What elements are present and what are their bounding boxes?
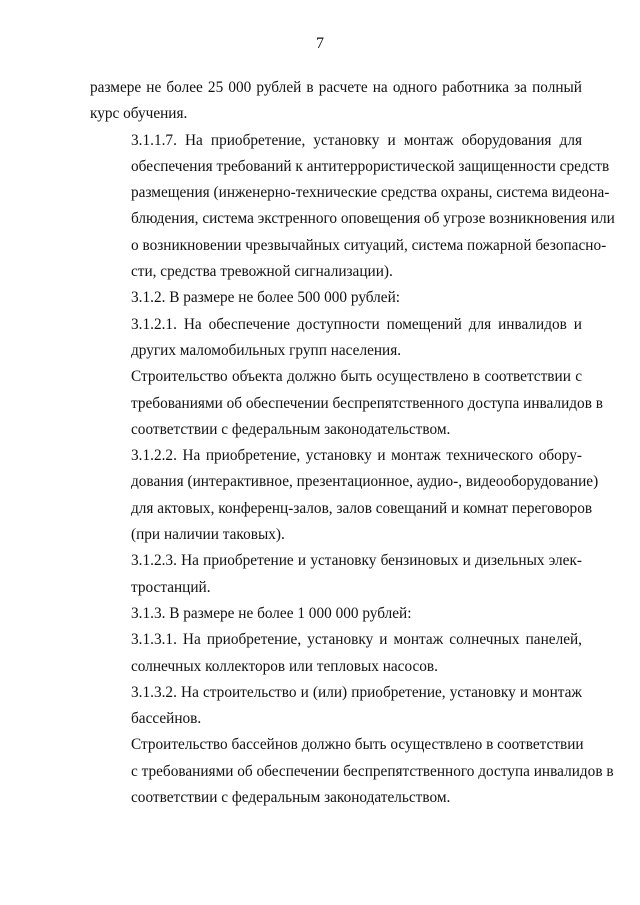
paragraph-3-1-3 [90,601,582,627]
paragraph-line: 3.1.2.2. На приобретение, установку и монтаж технического обору- [131,447,582,465]
paragraph-line: 3.1.2. В размере не более 500 000 рублей: [131,289,401,307]
paragraph-line: соответствии с федеральным законодательством. [131,789,451,807]
paragraph-line: солнечных коллекторов или тепловых насосов. [131,657,438,675]
paragraph-line: 3.1.2.3. На приобретение и установку бензиновых и дизельных элек- [131,552,582,570]
paragraph-line: Строительство бассейнов должно быть осуществлено в соответствии [131,736,584,754]
paragraph-line: требованиями об обеспечении беспрепятственного доступа инвалидов в [131,394,603,412]
paragraph-line: 3.1.3.2. На строительство и (или) приобретение, установку и монтаж [131,683,582,701]
paragraph-line: 3.1.3.1. На приобретение, установку и монтаж солнечных панелей, [131,631,582,649]
paragraph-line: бассейнов. [131,710,202,728]
paragraph-line: с требованиями об обеспечении беспрепятственного доступа инвалидов в [131,762,614,780]
page-number: 7 [316,35,324,52]
paragraph-line: сти, средства тревожной сигнализации). [131,263,393,281]
paragraph-line: курс обучения. [90,105,188,123]
paragraph-line: блюдения, система экстренного оповещения об угрозе возникновения или [131,210,615,228]
paragraph-3-1-2-1-note [90,364,603,443]
paragraph-line: 3.1.1.7. На приобретение, установку и монтаж оборудования для [131,131,582,149]
paragraph-3-1-1-7 [90,128,615,286]
paragraph-3-1-2 [90,285,582,311]
paragraph-3-1-3-2-note [90,732,614,811]
document-body [90,75,615,811]
paragraph-line: размере не более 25 000 рублей в расчете на одного работника за полный [90,79,582,96]
paragraph-continuation [90,75,582,128]
paragraph-line: дования (интерактивное, презентационное, аудио-, видеооборудование) [131,473,599,491]
paragraph-line: Строительство объекта должно быть осуществлено в соответствии с [131,368,582,386]
paragraph-3-1-2-3 [90,548,582,601]
paragraph-line: других маломобильных групп населения. [131,341,402,359]
paragraph-3-1-2-1 [90,312,582,365]
paragraph-line: обеспечения требований к антитеррористической защищенности средств [131,157,610,175]
paragraph-3-1-3-2 [90,680,582,733]
paragraph-line: соответствии с федеральным законодательством. [131,420,451,438]
paragraph-line: 3.1.3. В размере не более 1 000 000 рублей: [131,604,412,622]
paragraph-line: для актовых, конференц-залов, залов совещаний и комнат переговоров [131,499,593,517]
paragraph-3-1-2-2 [90,443,599,548]
paragraph-3-1-3-1 [90,627,582,680]
paragraph-line: 3.1.2.1. На обеспечение доступности помещений для инвалидов и [131,315,582,333]
paragraph-line: о возникновении чрезвычайных ситуаций, система пожарной безопасно- [131,236,607,254]
paragraph-line: (при наличии таковых). [131,526,285,544]
paragraph-line: тростанций. [131,578,211,596]
paragraph-line: размещения (инженерно-технические средства охраны, система видеона- [131,184,610,202]
